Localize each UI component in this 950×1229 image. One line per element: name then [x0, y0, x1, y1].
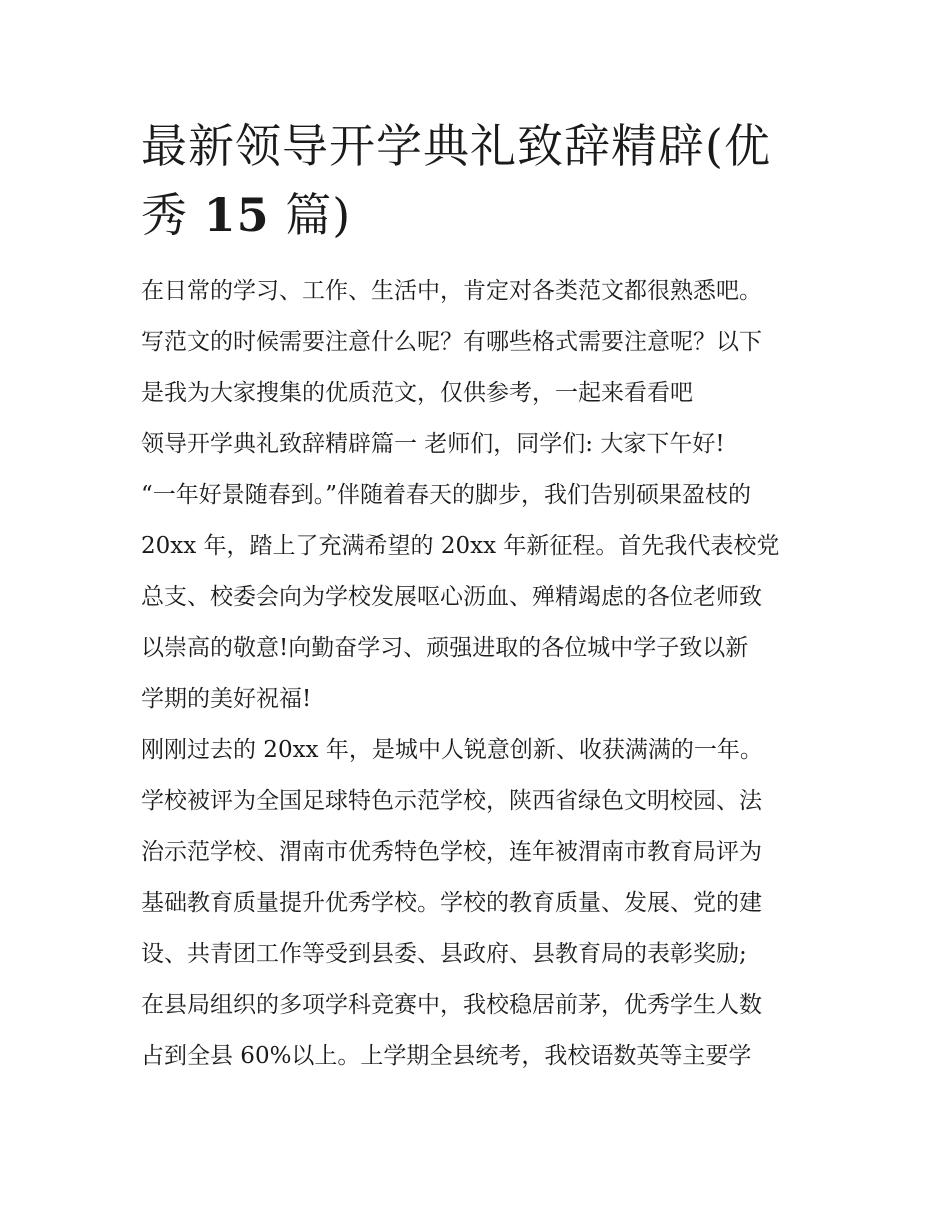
body-line-9: 学期的美好祝福! [141, 686, 312, 712]
document-title [141, 112, 821, 250]
title-line-2-suffix: 篇) [285, 188, 352, 242]
body-line-7: 总支、校委会向为学校发展呕心沥血、殚精竭虑的各位老师致 [141, 584, 762, 610]
body-line-11: 学校被评为全国足球特色示范学校，陕西省绿色文明校园、法 [141, 788, 762, 814]
body-line-4: 领导开学典礼致辞精辟篇一 老师们，同学们: 大家下午好! [141, 431, 725, 457]
title-line-1: 最新领导开学典礼致辞精辟(优 [141, 119, 771, 173]
body-line-3: 是我为大家搜集的优质范文，仅供参考，一起来看看吧 [141, 380, 693, 406]
title-line-2-prefix: 秀 [141, 188, 188, 242]
body-line-8: 以崇高的敬意!向勤奋学习、顽强进取的各位城中学子致以新 [141, 635, 749, 661]
title-line-2-number: 15 [203, 188, 270, 242]
body-line-5: “一年好景随春到。”伴随着春天的脚步，我们告别硕果盈枝的 [141, 482, 752, 508]
body-line-6: 20xx 年，踏上了充满希望的 20xx 年新征程。首先我代表校党 [141, 533, 780, 559]
body-line-14: 设、共青团工作等受到县委、县政府、县教育局的表彰奖励; [141, 941, 747, 967]
body-line-2: 写范文的时候需要注意什么呢？有哪些格式需要注意呢？以下 [141, 329, 762, 355]
body-line-15: 在县局组织的多项学科竞赛中，我校稳居前茅，优秀学生人数 [141, 992, 762, 1018]
body-line-16: 占到全县 60%以上。上学期全县统考，我校语数英等主要学 [141, 1043, 752, 1069]
document-page [141, 112, 821, 1082]
body-line-1: 在日常的学习、工作、生活中，肯定对各类范文都很熟悉吧。 [141, 278, 762, 304]
body-line-13: 基础教育质量提升优秀学校。学校的教育质量、发展、党的建 [141, 890, 762, 916]
document-body [141, 266, 821, 1082]
body-line-12: 治示范学校、渭南市优秀特色学校，连年被渭南市教育局评为 [141, 839, 762, 865]
body-line-10: 刚刚过去的 20xx 年，是城中人锐意创新、收获满满的一年。 [141, 737, 763, 763]
